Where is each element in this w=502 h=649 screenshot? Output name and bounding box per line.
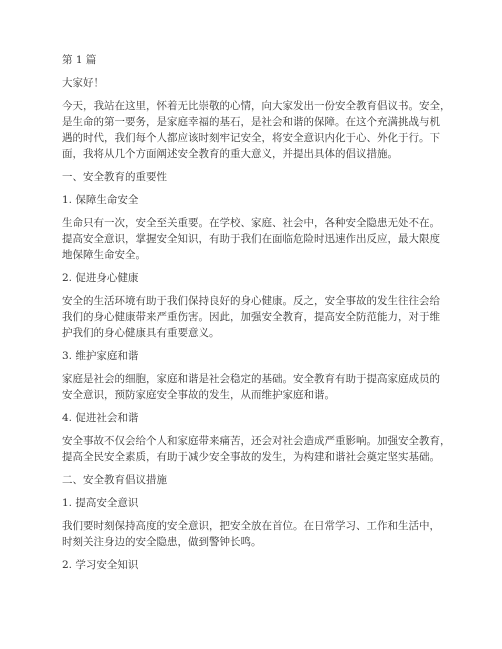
text-line: 我们要时刻保持高度的安全意识，把安全放在首位。在日常学习、工作和生活中， xyxy=(62,520,440,532)
subsection-heading xyxy=(62,495,442,511)
text-line: 1. 保障生命安全 xyxy=(62,194,139,206)
text-line: 是生命的第一要务，是家庭幸福的基石，是社会和谐的保障。在这个充满挑战与机 xyxy=(62,116,440,128)
text-line: 第 1 篇 xyxy=(62,54,97,66)
text-line: 生命只有一次，安全至关重要。在学校、家庭、社会中，各种安全隐患无处不在。 xyxy=(62,217,440,229)
subsection-heading xyxy=(62,557,442,573)
text-line: 遇的时代，我们每个人都应该时刻牢记安全，将安全意识内化于心、外化于行。下 xyxy=(62,132,440,144)
text-line: 安全意识，预防家庭安全事故的发生，从而维护家庭和谐。 xyxy=(62,389,335,401)
text-line: 家庭是社会的细胞，家庭和谐是社会稳定的基础。安全教育有助于提高家庭成员的 xyxy=(62,373,440,385)
text-line: 时刻关注身边的安全隐患，做到警钟长鸣。 xyxy=(62,536,262,548)
subsection-heading xyxy=(62,192,442,208)
body-paragraph xyxy=(62,518,442,550)
subsection-heading xyxy=(62,348,442,364)
body-paragraph xyxy=(62,371,442,403)
text-line: 3. 维护家庭和谐 xyxy=(62,350,139,362)
text-line: 2. 促进身心健康 xyxy=(62,272,139,284)
text-line: 今天，我站在这里，怀着无比崇敬的心情，向大家发出一份安全教育倡议书。安全， xyxy=(62,100,451,112)
text-line: 4. 促进社会和谐 xyxy=(62,412,139,424)
greeting-paragraph xyxy=(62,75,442,91)
text-line: 2. 学习安全知识 xyxy=(62,559,139,571)
text-line: 面，我将从几个方面阐述安全教育的重大意义，并提出具体的倡议措施。 xyxy=(62,148,398,160)
text-line: 安全的生活环境有助于我们保持良好的身心健康。反之，安全事故的发生往往会给 xyxy=(62,295,440,307)
section-heading xyxy=(62,169,442,185)
text-line: 提高全民安全素质，有助于减少安全事故的发生，为构建和谐社会奠定坚实基础。 xyxy=(62,451,440,463)
intro-paragraph xyxy=(62,98,451,162)
body-paragraph xyxy=(62,293,442,341)
text-line: 地保障生命安全。 xyxy=(62,249,146,261)
text-line: 提高安全意识，掌握安全知识，有助于我们在面临危险时迅速作出反应，最大限度 xyxy=(62,233,440,245)
body-paragraph xyxy=(62,433,451,465)
text-line: 一、安全教育的重要性 xyxy=(62,171,167,183)
text-line: 二、安全教育倡议措施 xyxy=(62,474,167,486)
text-line: 护我们的身心健康具有重要意义。 xyxy=(62,327,220,339)
body-paragraph xyxy=(62,215,442,263)
text-line: 1. 提高安全意识 xyxy=(62,497,139,509)
text-line: 安全事故不仅会给个人和家庭带来痛苦，还会对社会造成严重影响。加强安全教育， xyxy=(62,435,451,447)
section-title xyxy=(62,52,442,68)
text-line: 我们的身心健康带来严重伤害。因此，加强安全教育，提高安全防范能力，对于维 xyxy=(62,311,440,323)
document-page xyxy=(62,52,451,580)
text-line: 大家好！ xyxy=(62,77,104,89)
section-heading xyxy=(62,472,442,488)
subsection-heading xyxy=(62,270,442,286)
subsection-heading xyxy=(62,410,442,426)
